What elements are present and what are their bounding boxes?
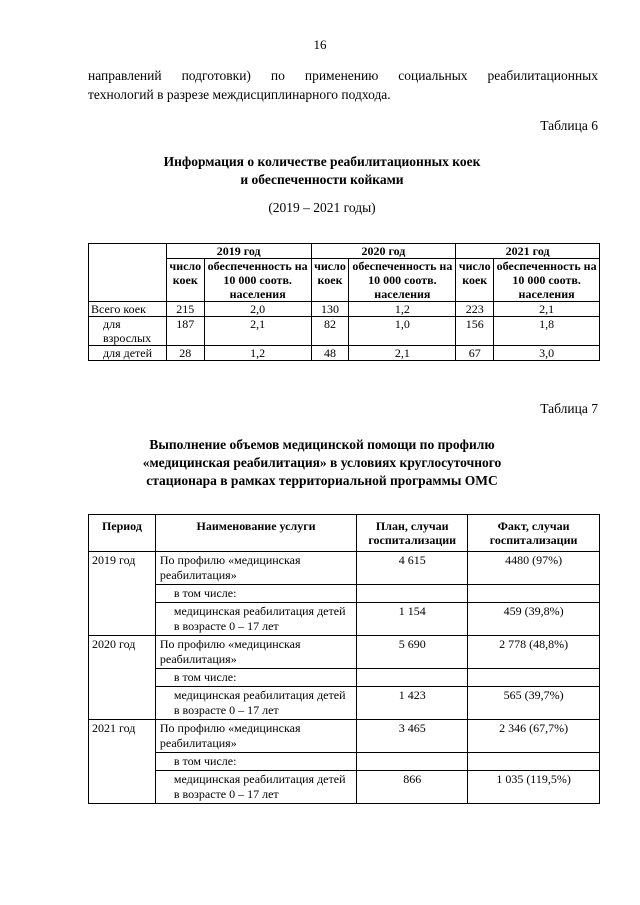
plan-cell: 4 615 xyxy=(357,552,468,585)
including-label: в том числе: xyxy=(155,753,356,771)
fact-cell: 1 035 (119,5%) xyxy=(468,771,600,804)
row-label: для детей xyxy=(89,346,167,361)
beds-table-year-2019: 2019 год xyxy=(166,244,311,259)
rehab-volume-table xyxy=(88,514,600,804)
cell: 156 xyxy=(456,317,494,346)
cell: 2,1 xyxy=(204,317,311,346)
beds-table-year-2020: 2020 год xyxy=(311,244,456,259)
plan-cell: 5 690 xyxy=(357,636,468,669)
empty-cell xyxy=(357,669,468,687)
cell: 1,2 xyxy=(349,302,456,317)
beds-col-supply: обеспеченность на 10 000 соотв. населения xyxy=(204,259,311,302)
empty-cell xyxy=(468,669,600,687)
intro-line-1: направлений подготовки) по применению социальных реабилитационных xyxy=(88,68,598,83)
table6-subtitle: (2019 – 2021 годы) xyxy=(268,200,376,215)
cell: 2,0 xyxy=(204,302,311,317)
cell: 215 xyxy=(166,302,204,317)
period-cell: 2020 год xyxy=(89,636,156,720)
rehab-table-header-row xyxy=(89,515,600,552)
service-cell: По профилю «медицинская реабилитация» xyxy=(155,552,356,585)
service-cell: медицинская реабилитация детей в возрасте 0 – 17 лет xyxy=(155,687,356,720)
header-service: Наименование услуги xyxy=(155,515,356,552)
header-fact: Факт, случаи госпитализации xyxy=(468,515,600,552)
service-cell: медицинская реабилитация детей в возрасте 0 – 17 лет xyxy=(155,603,356,636)
beds-table-corner-cell xyxy=(89,244,167,302)
intro-paragraph xyxy=(88,66,598,104)
beds-col-count: число коек xyxy=(311,259,349,302)
table6-title xyxy=(0,153,640,189)
plan-cell: 866 xyxy=(357,771,468,804)
service-cell: По профилю «медицинская реабилитация» xyxy=(155,720,356,753)
fact-cell: 2 778 (48,8%) xyxy=(468,636,600,669)
cell: 130 xyxy=(311,302,349,317)
plan-cell: 3 465 xyxy=(357,720,468,753)
table7-label: Таблица 7 xyxy=(540,401,598,416)
cell: 187 xyxy=(166,317,204,346)
beds-col-supply: обеспеченность на 10 000 соотв. населения xyxy=(494,259,600,302)
cell: 48 xyxy=(311,346,349,361)
table7-title xyxy=(0,436,640,490)
fact-cell: 4480 (97%) xyxy=(468,552,600,585)
table-row xyxy=(89,720,600,753)
fact-cell: 565 (39,7%) xyxy=(468,687,600,720)
cell: 28 xyxy=(166,346,204,361)
beds-col-count: число коек xyxy=(456,259,494,302)
table-row xyxy=(89,317,600,346)
table-row xyxy=(89,687,600,720)
period-cell: 2019 год xyxy=(89,552,156,636)
row-label: для взрослых xyxy=(89,317,167,346)
row-label: Всего коек xyxy=(89,302,167,317)
table6-label: Таблица 6 xyxy=(540,118,598,133)
table-row xyxy=(89,753,600,771)
table7-title-line-2: «медицинская реабилитация» в условиях круглосуточного xyxy=(142,455,502,470)
empty-cell xyxy=(357,585,468,603)
period-cell: 2021 год xyxy=(89,720,156,804)
table-row xyxy=(89,603,600,636)
page-number: 16 xyxy=(313,37,327,52)
table-row xyxy=(89,636,600,669)
cell: 3,0 xyxy=(494,346,600,361)
service-cell: По профилю «медицинская реабилитация» xyxy=(155,636,356,669)
beds-table-year-2021: 2021 год xyxy=(456,244,600,259)
cell: 2,1 xyxy=(494,302,600,317)
cell: 223 xyxy=(456,302,494,317)
table6-title-line-1: Информация о количестве реабилитационных коек xyxy=(163,154,481,169)
header-plan: План, случаи госпитализации xyxy=(357,515,468,552)
beds-table xyxy=(88,243,600,361)
cell: 67 xyxy=(456,346,494,361)
table7-title-line-1: Выполнение объемов медицинской помощи по профилю xyxy=(149,437,495,452)
header-period: Период xyxy=(89,515,156,552)
table-row xyxy=(89,346,600,361)
empty-cell xyxy=(357,753,468,771)
fact-cell: 2 346 (67,7%) xyxy=(468,720,600,753)
beds-col-count: число коек xyxy=(166,259,204,302)
cell: 1,8 xyxy=(494,317,600,346)
beds-table-year-row xyxy=(89,244,600,259)
table6-title-line-2: и обеспеченности койками xyxy=(240,172,404,187)
table7-title-line-3: стационара в рамках территориальной программы ОМС xyxy=(146,473,498,488)
table-row xyxy=(89,302,600,317)
plan-cell: 1 423 xyxy=(357,687,468,720)
cell: 1,0 xyxy=(349,317,456,346)
fact-cell: 459 (39,8%) xyxy=(468,603,600,636)
table-row xyxy=(89,669,600,687)
including-label: в том числе: xyxy=(155,585,356,603)
plan-cell: 1 154 xyxy=(357,603,468,636)
table-row xyxy=(89,771,600,804)
table-row xyxy=(89,585,600,603)
including-label: в том числе: xyxy=(155,669,356,687)
intro-line-2: технологий в разрезе междисциплинарного подхода. xyxy=(88,87,391,102)
service-cell: медицинская реабилитация детей в возрасте 0 – 17 лет xyxy=(155,771,356,804)
cell: 82 xyxy=(311,317,349,346)
cell: 2,1 xyxy=(349,346,456,361)
cell: 1,2 xyxy=(204,346,311,361)
beds-col-supply: обеспеченность на 10 000 соотв. населения xyxy=(349,259,456,302)
empty-cell xyxy=(468,753,600,771)
empty-cell xyxy=(468,585,600,603)
table-row xyxy=(89,552,600,585)
